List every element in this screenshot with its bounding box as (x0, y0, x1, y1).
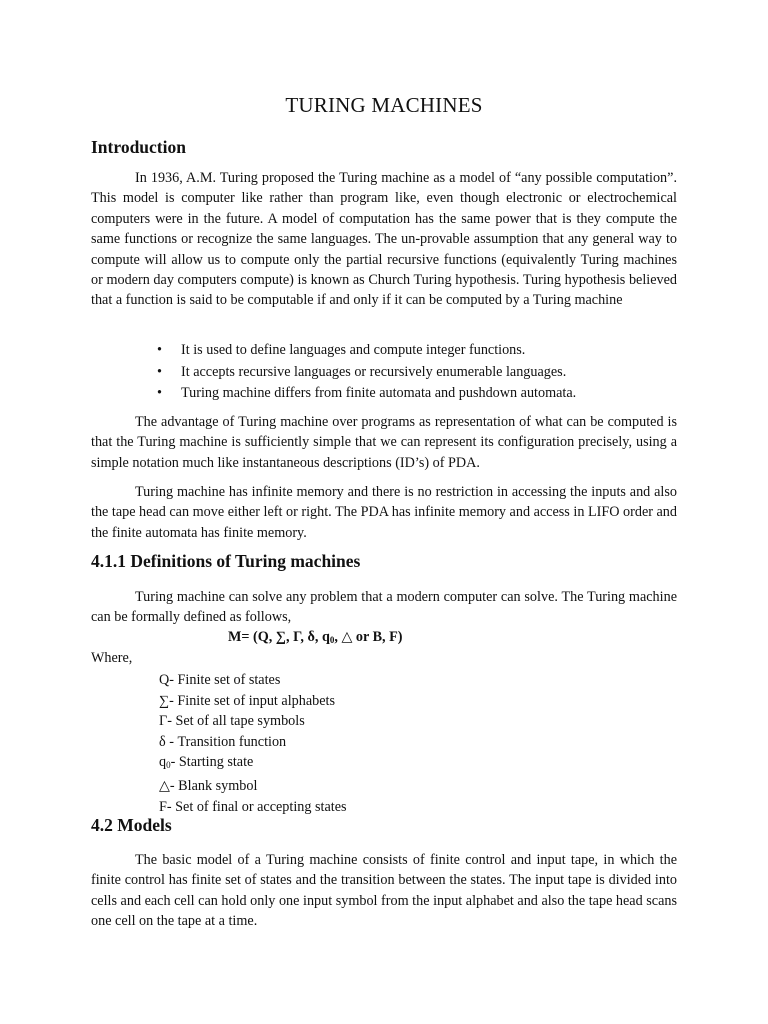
advantage-paragraph: The advantage of Turing machine over programs as representation of what can be computed is that the Turing machine is sufficiently simple that we can represent its configuration precisely, using a simple notation much like instantaneous descriptions (ID’s) of PDA. (91, 414, 677, 471)
bullet-icon: • (157, 363, 162, 380)
tuple-definition-list (159, 670, 347, 817)
introduction-heading: Introduction (91, 137, 186, 157)
bullet-icon: • (157, 385, 162, 401)
list-item: ∑- Finite set of input alphabets (159, 692, 335, 709)
list-item: Q- Finite set of states (159, 672, 281, 688)
introduction-paragraph: In 1936, A.M. Turing proposed the Turing machine as a model of “any possible computation”. This model is computer like rather than program like, even though electronic or electrochemical computers were in the future. A model of computation has the same power that is they compute the same functions or recognize the same languages. The un-provable assumption that any general way to compute will allow us to compute only the partial recursive functions (equivalently Turing machines or modern day computers compute) is known as Church Turing hypothesis. Turing hypothesis believed that a function is said to be computable if and only if it can be computed by a Turing machine (91, 170, 677, 309)
bullet-icon: • (157, 342, 162, 358)
memory-paragraph: Turing machine has infinite memory and there is no restriction in accessing the inputs and also the tape head can move either left or right. The PDA has infinite memory and access in LIFO order and the finite automata has finite memory. (91, 484, 677, 541)
page-title: TURING MACHINES (285, 93, 483, 117)
list-item: Γ- Set of all tape symbols (159, 713, 305, 730)
list-item: $q_0-$ Starting state (159, 754, 254, 771)
list-item: △- Blank symbol (159, 777, 258, 794)
models-heading: 4.2 Models (91, 815, 172, 835)
feature-bullet-list (157, 340, 576, 405)
where-label: Where, (91, 650, 133, 666)
list-item: F- Set of final or accepting states (159, 798, 347, 815)
list-item: δ - Transition function (159, 733, 287, 750)
turing-machine-formula: M= (Q, ∑, Γ, δ, $q_0$, △ or B, F) (228, 629, 403, 645)
definitions-heading: 4.1.1 Definitions of Turing machines (91, 551, 361, 571)
models-paragraph: The basic model of a Turing machine consists of finite control and input tape, in which the finite control has finite set of states and the transition between the states. The input tape is divided into cells and each cell can hold only one input symbol from the input alphabet and also the tape head scans one cell on the tape at a time. (91, 852, 677, 930)
list-item: • Turing machine differs from finite automata and pushdown automata. (157, 383, 576, 405)
list-item: • It is used to define languages and compute integer functions. (157, 340, 576, 362)
definitions-paragraph: Turing machine can solve any problem that a modern computer can solve. The Turing machine can be formally defined as follows, (91, 589, 677, 626)
list-item: • It accepts recursive languages or recursively enumerable languages. (157, 362, 576, 384)
